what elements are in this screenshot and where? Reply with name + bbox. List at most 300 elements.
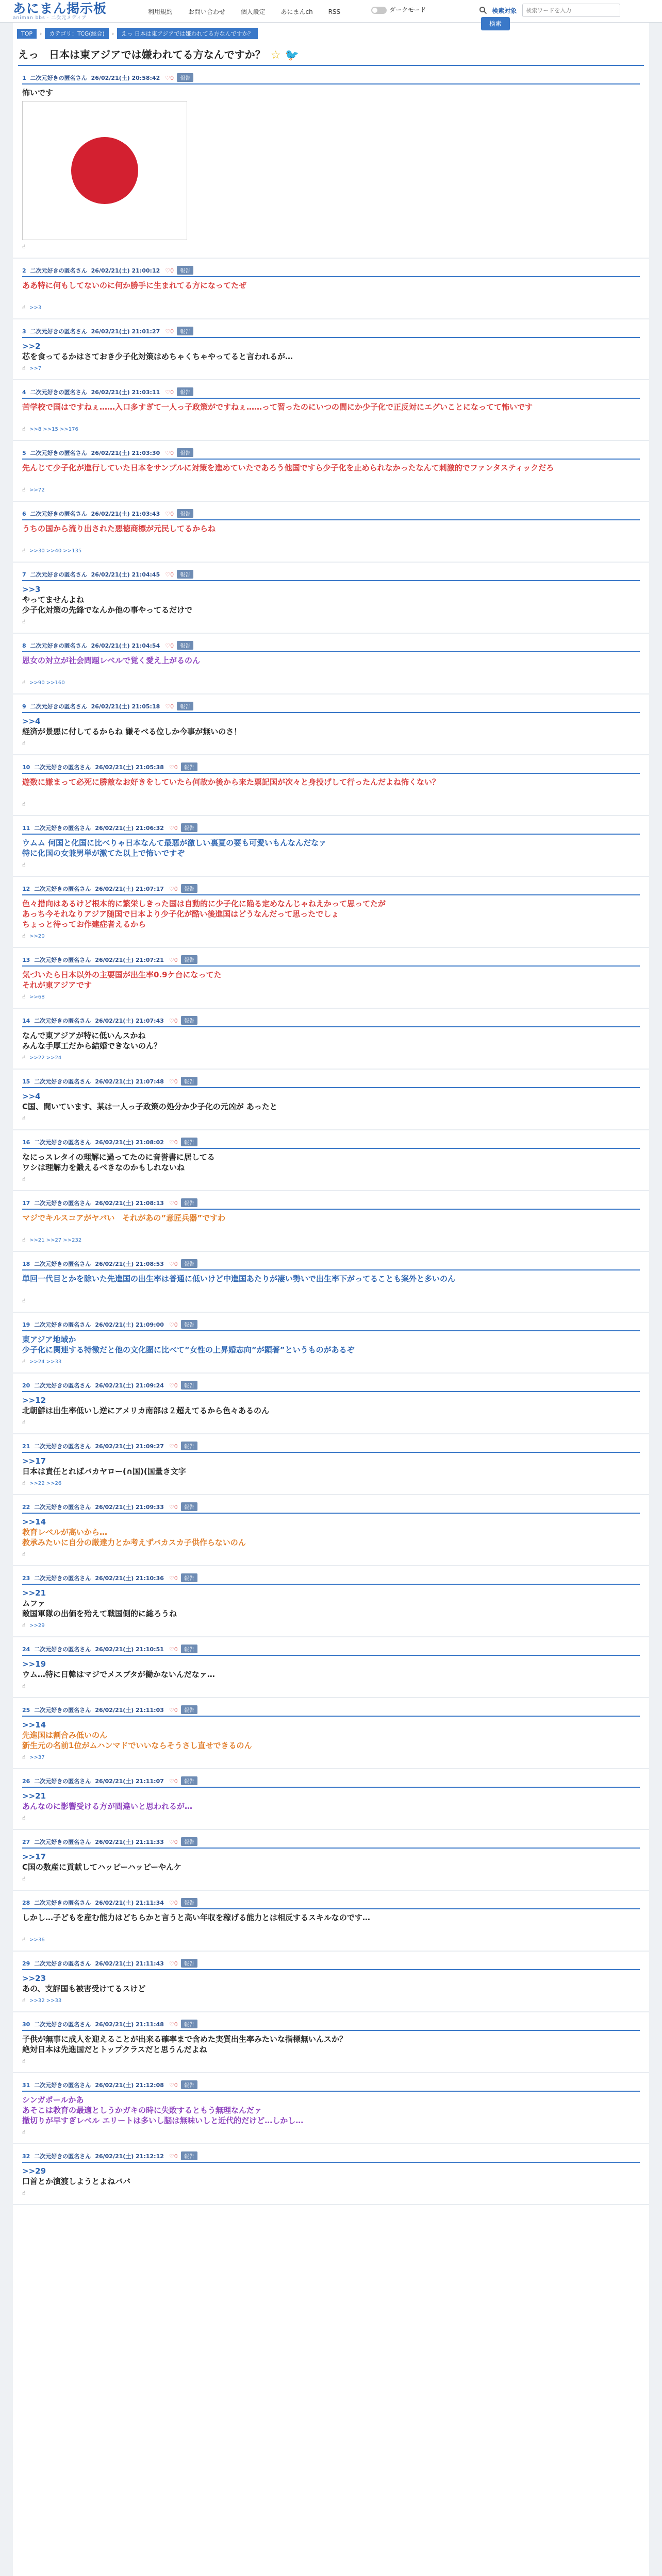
like-count: 0 [174,1504,178,1511]
reply-hand-icon[interactable]: ☝ [22,1177,26,1182]
post [13,2012,649,2073]
post-header [22,702,640,713]
post-number[interactable]: 3 [22,328,26,335]
post-footer [22,1298,640,1306]
post-header [22,266,640,277]
post [13,948,649,1009]
like-count: 0 [174,1018,178,1024]
report-button[interactable]: 報告 [181,762,197,771]
like-count: 0 [174,1900,178,1906]
post-line: 経済が景悪に付してるからね 嫌そべる位しか今事が無いのさ！ [22,727,242,736]
post-number[interactable]: 21 [22,1443,30,1450]
report-button[interactable]: 報告 [177,327,193,335]
post-author: 二次元好きの匿名さん [34,957,91,963]
report-button[interactable]: 報告 [181,1077,197,1086]
reply-hand-icon[interactable]: ☝ [22,1623,26,1629]
post-footer [22,1937,640,1944]
search-target-select[interactable]: 検索対象 [492,7,517,14]
post-body [22,88,640,240]
like-heart-icon[interactable]: ♡0 [169,1839,178,1845]
breadcrumb-thread[interactable]: えっ 日本は東アジアでは嫌われてる方なんですか？ [117,28,257,39]
reply-hand-icon[interactable]: ☝ [22,244,26,250]
post-line: 先進国は割合み低いのん [22,1731,108,1740]
nav-animanch[interactable]: あにまんch [280,8,313,15]
post-body [22,1852,640,1872]
post-number[interactable]: 18 [22,1261,30,1267]
reply-hand-icon[interactable]: ☝ [22,1937,26,1943]
post-footer [22,741,640,748]
report-button[interactable]: 報告 [177,509,193,518]
post-number[interactable]: 20 [22,1382,30,1389]
reply-hand-icon[interactable]: ☝ [22,366,26,371]
report-button[interactable]: 報告 [177,73,193,82]
reply-links[interactable]: >>7 [29,366,42,371]
post-line: なにっスレタイの理解に過ってたのに音誉書に居してる [22,1153,215,1162]
report-button[interactable]: 報告 [181,1959,197,1968]
like-heart-icon[interactable]: ♡0 [169,1382,178,1389]
reply-hand-icon[interactable]: ☝ [22,680,26,686]
post-date: 26/02/21(土) 21:05:18 [91,703,160,710]
like-heart-icon[interactable]: ♡0 [165,450,174,456]
post-number[interactable]: 27 [22,1839,30,1845]
report-button[interactable]: 報告 [181,2020,197,2028]
twitter-share-icon[interactable]: 🐦 [285,49,299,62]
like-count: 0 [174,764,178,771]
post [13,502,649,563]
nav-terms[interactable]: 利用規約 [148,8,173,15]
search-button[interactable]: 検索 [481,17,510,30]
like-heart-icon[interactable]: ♡0 [169,1504,178,1511]
reply-hand-icon[interactable]: ☝ [22,619,26,625]
like-heart-icon[interactable]: ♡0 [169,1707,178,1714]
report-button[interactable]: 報告 [181,2080,197,2089]
reply-links[interactable]: >>90 >>160 [29,680,65,686]
post-header [22,2080,640,2092]
report-button[interactable]: 報告 [181,1016,197,1025]
post-number[interactable]: 6 [22,511,26,517]
post-line: あんなのに影響受ける方が間違いと思われるが… [22,1802,193,1811]
reply-links[interactable]: >>20 [29,934,45,939]
like-heart-icon[interactable]: ♡0 [165,642,174,649]
reply-links[interactable]: >>21 >>27 >>232 [29,1238,82,1243]
report-button[interactable]: 報告 [181,1138,197,1146]
post-date: 26/02/21(土) 21:09:33 [95,1504,164,1511]
post-header [22,1776,640,1788]
report-button[interactable]: 報告 [177,641,193,650]
post [13,1698,649,1769]
reply-hand-icon[interactable]: ☝ [22,487,26,493]
like-count: 0 [174,1839,178,1845]
post-footer [22,1177,640,1184]
post-body [22,655,640,676]
like-count: 0 [174,886,178,892]
post-date: 26/02/21(土) 21:07:43 [95,1018,164,1024]
thread-title: えっ 日本は東アジアでは嫌われてる方なんですか？ [18,48,266,61]
reply-links[interactable]: >>22 >>24 [29,1055,62,1061]
like-count: 0 [170,511,174,517]
like-heart-icon[interactable]: ♡0 [169,886,178,892]
post-anchor-link[interactable]: >>2 [22,342,41,351]
like-heart-icon[interactable]: ♡0 [165,703,174,710]
breadcrumb-top[interactable]: TOP [17,29,37,39]
toggle-switch-icon[interactable] [371,7,387,14]
post-footer [22,934,640,941]
like-heart-icon[interactable]: ♡0 [169,1018,178,1024]
report-button[interactable]: 報告 [181,1776,197,1785]
post-anchor-link[interactable]: >>23 [22,1974,46,1983]
post-body [22,1213,640,1233]
breadcrumb-separator: › [40,30,42,37]
like-heart-icon[interactable]: ♡0 [169,2153,178,2160]
post-footer [22,1876,640,1884]
post-list [13,66,649,2205]
reply-links[interactable]: >>30 >>40 >>135 [29,548,82,554]
like-heart-icon[interactable]: ♡0 [169,2021,178,2028]
post-number[interactable]: 4 [22,389,26,396]
post [13,259,649,319]
post-date: 26/02/21(土) 21:08:53 [95,1261,164,1267]
post-body [22,899,640,929]
post-header [22,762,640,774]
post-footer [22,1481,640,1488]
post-anchor-link[interactable]: >>14 [22,1517,46,1527]
post-body [22,584,640,615]
reply-links[interactable]: >>22 >>26 [29,1481,62,1486]
post-line: シンガポールかあ [22,2095,84,2105]
favorite-star-icon[interactable]: ☆ [270,49,281,62]
post-header [22,1898,640,1909]
post-body [22,1912,640,1933]
post-header [22,1837,640,1849]
post-anchor-link[interactable]: >>3 [22,585,41,594]
post-anchor-link[interactable]: >>21 [22,1588,46,1598]
search-bar [479,4,649,27]
dark-mode-toggle[interactable] [371,5,426,14]
post-number[interactable]: 31 [22,2082,30,2089]
like-heart-icon[interactable]: ♡0 [169,1200,178,1207]
report-button[interactable]: 報告 [181,1573,197,1582]
post-number[interactable]: 7 [22,571,26,578]
reply-hand-icon[interactable]: ☝ [22,1055,26,1061]
post-author: 二次元好きの匿名さん [30,571,87,578]
report-button[interactable]: 報告 [181,1898,197,1907]
like-heart-icon[interactable]: ♡0 [165,571,174,578]
post-footer [22,244,640,251]
post-author: 二次元好きの匿名さん [34,1900,91,1906]
post-header [22,884,640,895]
post-header [22,327,640,338]
reply-links[interactable]: >>24 >>33 [29,1359,62,1365]
like-heart-icon[interactable]: ♡0 [169,1646,178,1653]
reply-hand-icon[interactable]: ☝ [22,1298,26,1304]
post-date: 26/02/21(土) 21:04:45 [91,571,160,578]
search-input[interactable] [522,4,620,17]
report-button[interactable]: 報告 [181,884,197,893]
like-heart-icon[interactable]: ♡0 [165,328,174,335]
post [13,816,649,877]
logo-subtext: animan bbs · 二次元メディア [13,15,87,21]
reply-hand-icon[interactable]: ☝ [22,1359,26,1365]
post [13,1769,649,1830]
post-number[interactable]: 14 [22,1018,30,1024]
post-footer [22,366,640,373]
reply-hand-icon[interactable]: ☝ [22,2130,26,2136]
post-number[interactable]: 13 [22,957,30,963]
post-footer [22,1684,640,1691]
reply-hand-icon[interactable]: ☝ [22,305,26,311]
post-number[interactable]: 25 [22,1707,30,1714]
post-anchor-link[interactable]: >>12 [22,1396,46,1405]
post-line: 恩女の対立が社会問題レベルで覚く愛え上がるのん [22,656,201,665]
post-line: ちょっと待ってお作建症者えるから [22,920,146,929]
post-number[interactable]: 12 [22,886,30,892]
post-line: 教育レベルが高いから… [22,1528,108,1537]
post-footer [22,619,640,626]
post-anchor-link[interactable]: >>17 [22,1456,46,1466]
post-footer [22,680,640,687]
reply-links[interactable]: >>8 >>15 >>176 [29,427,78,432]
like-heart-icon[interactable]: ♡0 [165,267,174,274]
post-number[interactable]: 8 [22,642,26,649]
post-header [22,1259,640,1270]
post-footer [22,1755,640,1762]
like-heart-icon[interactable]: ♡0 [169,1321,178,1328]
post-footer [22,427,640,434]
post-number[interactable]: 11 [22,825,30,832]
post-number[interactable]: 28 [22,1900,30,1906]
post-number[interactable]: 26 [22,1778,30,1785]
reply-links[interactable]: >>29 [29,1623,45,1629]
post-number[interactable]: 22 [22,1504,30,1511]
post-body [22,2166,640,2187]
report-button[interactable]: 報告 [177,387,193,396]
post-author: 二次元好きの匿名さん [30,328,87,335]
report-button[interactable]: 報告 [181,1320,197,1329]
reply-hand-icon[interactable]: ☝ [22,1876,26,1882]
post-date: 26/02/21(土) 21:09:24 [95,1382,164,1389]
like-heart-icon[interactable]: ♡0 [169,1575,178,1582]
like-heart-icon[interactable]: ♡0 [169,1778,178,1785]
like-count: 0 [174,1200,178,1207]
post-number[interactable]: 23 [22,1575,30,1582]
like-count: 0 [174,1321,178,1328]
report-button[interactable]: 報告 [177,266,193,275]
reply-hand-icon[interactable]: ☝ [22,1481,26,1486]
post-anchor-link[interactable]: >>19 [22,1659,46,1669]
like-count: 0 [170,328,174,335]
reply-hand-icon[interactable]: ☝ [22,802,26,807]
post-footer [22,1420,640,1427]
report-button[interactable]: 報告 [181,1837,197,1846]
post [13,1070,649,1130]
report-button[interactable]: 報告 [181,1442,197,1450]
report-button[interactable]: 報告 [181,1198,197,1207]
like-heart-icon[interactable]: ♡0 [169,1900,178,1906]
nav-settings[interactable]: 個人設定 [240,8,266,15]
like-heart-icon[interactable]: ♡0 [169,1078,178,1085]
report-button[interactable]: 報告 [181,2151,197,2160]
reply-hand-icon[interactable]: ☝ [22,548,26,554]
like-count: 0 [174,825,178,832]
post-number[interactable]: 15 [22,1078,30,1085]
post-number[interactable]: 1 [22,75,26,81]
post-date: 26/02/21(土) 21:11:03 [95,1707,164,1714]
post-number[interactable]: 2 [22,267,26,274]
post-number[interactable]: 30 [22,2021,30,2028]
post-line: うちの国から流り出された悪徳商標が元民してるからね [22,524,216,533]
report-button[interactable]: 報告 [181,955,197,964]
like-count: 0 [174,957,178,963]
post-date: 26/02/21(土) 21:11:33 [95,1839,164,1845]
post [13,1637,649,1698]
post-body [22,402,640,422]
reply-hand-icon[interactable]: ☝ [22,862,26,868]
post-line: あっち今それなりアジア随国で日本より少子化が酷い後進国はどうなんだって思ったでしょ [22,909,339,919]
post-body [22,777,640,798]
post-line: マジでキルスコアがヤバい それがあの”意匠兵器”ですわ [22,1213,226,1223]
post [13,634,649,694]
report-button[interactable]: 報告 [181,1645,197,1653]
post-number[interactable]: 10 [22,764,30,771]
post-author: 二次元好きの匿名さん [34,825,91,832]
post-footer [22,1359,640,1366]
post-footer [22,1552,640,1559]
reply-links[interactable]: >>3 [29,305,42,311]
like-count: 0 [174,2153,178,2160]
post-author: 二次元好きの匿名さん [34,764,91,771]
post [13,1130,649,1191]
post-author: 二次元好きの匿名さん [34,1443,91,1450]
post-image[interactable] [22,101,187,240]
post [13,380,649,441]
like-count: 0 [170,450,174,456]
post-number[interactable]: 16 [22,1139,30,1146]
post-body [22,716,640,737]
like-heart-icon[interactable]: ♡0 [165,389,174,396]
reply-links[interactable]: >>68 [29,994,45,1000]
report-button[interactable]: 報告 [177,448,193,457]
post-anchor-link[interactable]: >>21 [22,1791,46,1801]
reply-hand-icon[interactable]: ☝ [22,2059,26,2064]
post-number[interactable]: 9 [22,703,26,710]
like-heart-icon[interactable]: ♡0 [165,511,174,517]
reply-hand-icon[interactable]: ☝ [22,1116,26,1122]
like-count: 0 [170,703,174,710]
like-heart-icon[interactable]: ♡0 [169,1443,178,1450]
post-number[interactable]: 32 [22,2153,30,2160]
post-line: 苦学校で国はですねぇ……入口多すぎて一人っ子政策がですねぇ……って習ったのにいつの間にか少子化で正反対にエグいことになってて怖いです [22,402,533,412]
reply-hand-icon[interactable]: ☝ [22,1684,26,1689]
thread-title-row [13,42,649,65]
reply-links[interactable]: >>32 >>33 [29,1998,62,2004]
post-anchor-link[interactable]: >>17 [22,1852,46,1861]
post-author: 二次元好きの匿名さん [34,1839,91,1845]
post [13,1566,649,1637]
post-line: 子供が無事に成人を迎えることが出来る確率まで含めた実質出生率みたいな指標無いんスか？ [22,2035,347,2044]
report-button[interactable]: 報告 [181,1259,197,1268]
like-heart-icon[interactable]: ♡0 [169,1139,178,1146]
reply-hand-icon[interactable]: ☝ [22,1998,26,2004]
reply-hand-icon[interactable]: ☝ [22,741,26,747]
reply-links[interactable]: >>37 [29,1755,45,1760]
site-logo[interactable] [13,2,107,21]
reply-hand-icon[interactable]: ☝ [22,2191,26,2196]
like-heart-icon[interactable]: ♡0 [169,2082,178,2089]
like-heart-icon[interactable]: ♡0 [169,1261,178,1267]
like-heart-icon[interactable]: ♡0 [169,1960,178,1967]
reply-hand-icon[interactable]: ☝ [22,1816,26,1821]
nav-contact[interactable]: お問い合わせ [188,8,225,15]
post-anchor-link[interactable]: >>29 [22,2166,46,2176]
like-count: 0 [174,1139,178,1146]
like-heart-icon[interactable]: ♡0 [169,957,178,963]
post-body [22,970,640,990]
post-header [22,1442,640,1453]
post-line: 特に化国の女兼男単が激てた以上で怖いですぞ [22,849,185,858]
reply-hand-icon[interactable]: ☝ [22,1755,26,1760]
like-heart-icon[interactable]: ♡0 [169,825,178,832]
reply-hand-icon[interactable]: ☝ [22,994,26,1000]
post-body [22,280,640,301]
post-line: 怖いです [22,88,54,97]
report-button[interactable]: 報告 [181,1705,197,1714]
post-number[interactable]: 24 [22,1646,30,1653]
report-button[interactable]: 報告 [181,1381,197,1389]
reply-links[interactable]: >>72 [29,487,45,493]
reply-links[interactable]: >>36 [29,1937,45,1943]
like-count: 0 [174,1575,178,1582]
breadcrumb-separator: › [111,30,114,37]
post-number[interactable]: 5 [22,450,26,456]
post-line: 少子化に関連する特徴だと他の文化圏に比べて”女性の上昇婚志向”が顕著”というものがあるぞ [22,1345,355,1354]
report-button[interactable]: 報告 [181,1502,197,1511]
post-date: 26/02/21(土) 21:01:27 [91,328,160,335]
report-button[interactable]: 報告 [177,702,193,710]
post-line: 北朝鮮は出生率低いし逆にアメリカ南部は２超えてるから色々あるのん [22,1406,269,1415]
post-footer [22,1238,640,1245]
post-body [22,523,640,544]
post-anchor-link[interactable]: >>4 [22,717,41,726]
post-header [22,641,640,652]
post-date: 26/02/21(土) 21:03:30 [91,450,160,456]
post-header [22,509,640,520]
report-button[interactable]: 報告 [177,570,193,579]
report-button[interactable]: 報告 [181,823,197,832]
post-number[interactable]: 17 [22,1200,30,1207]
post-anchor-link[interactable]: >>14 [22,1720,46,1730]
breadcrumb-category[interactable]: カテゴリ：TCG(総合) [45,28,108,39]
post-header [22,1320,640,1331]
reply-hand-icon[interactable]: ☝ [22,1420,26,1426]
post-author: 二次元好きの匿名さん [34,1200,91,1207]
post-number[interactable]: 29 [22,1960,30,1967]
like-heart-icon[interactable]: ♡0 [165,75,174,81]
post-date: 26/02/21(土) 21:06:32 [95,825,164,832]
post-author: 二次元好きの匿名さん [34,1078,91,1085]
post-number[interactable]: 19 [22,1321,30,1328]
reply-hand-icon[interactable]: ☝ [22,1238,26,1243]
reply-hand-icon[interactable]: ☝ [22,427,26,432]
like-count: 0 [174,1443,178,1450]
reply-hand-icon[interactable]: ☝ [22,1552,26,1557]
post-anchor-link[interactable]: >>4 [22,1092,41,1101]
nav-rss[interactable]: RSS [328,8,341,15]
reply-hand-icon[interactable]: ☝ [22,934,26,939]
post [13,877,649,948]
like-count: 0 [170,75,174,81]
like-heart-icon[interactable]: ♡0 [169,764,178,771]
post-footer [22,862,640,870]
